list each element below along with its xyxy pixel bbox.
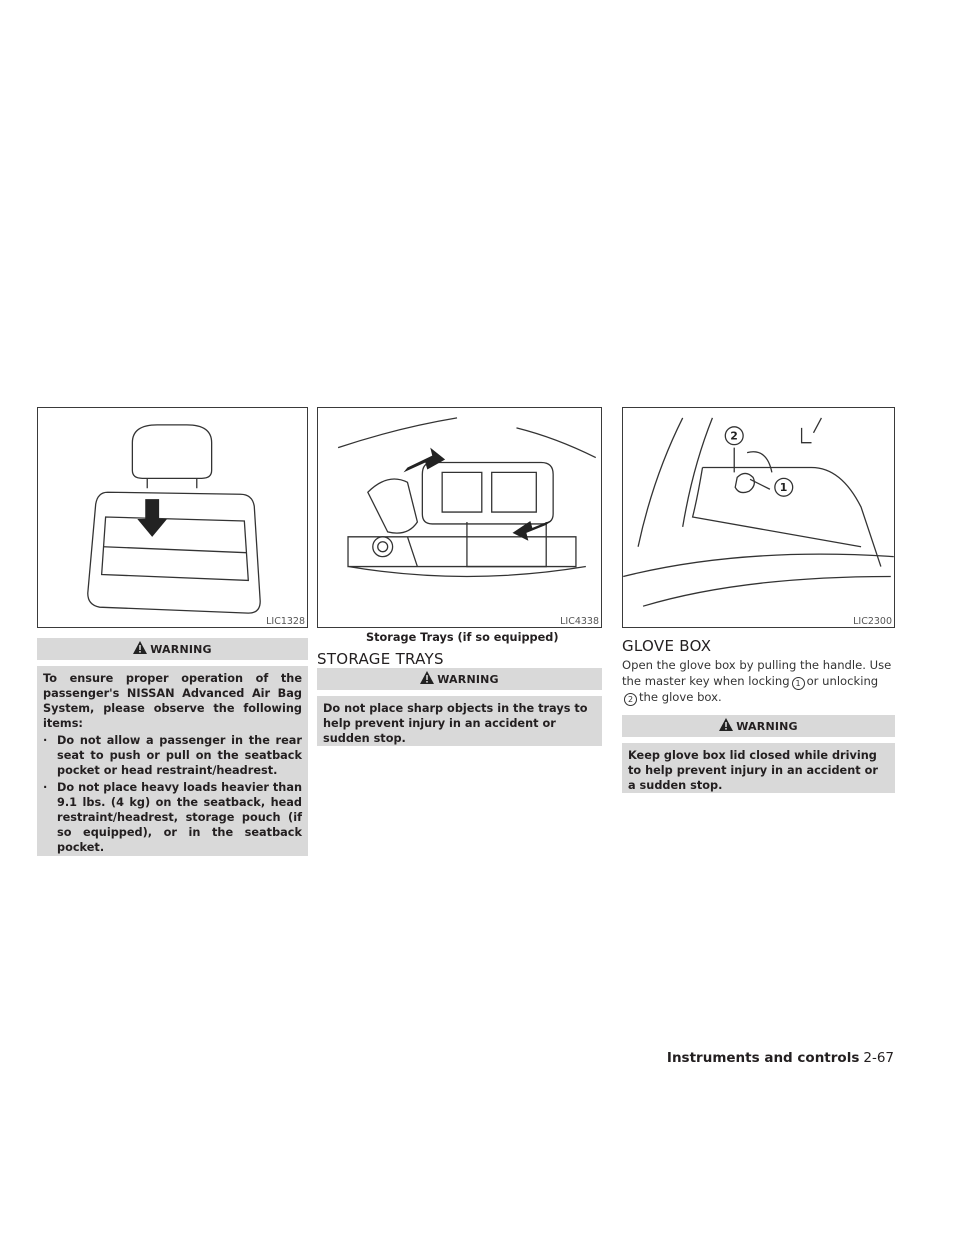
warning-triangle-icon bbox=[420, 671, 434, 687]
section-heading: GLOVE BOX bbox=[622, 637, 712, 655]
page-number: 2-67 bbox=[863, 1050, 894, 1066]
figure-storage-trays bbox=[317, 407, 602, 628]
marker-1: 1 bbox=[792, 677, 805, 690]
marker-2: 2 bbox=[624, 693, 637, 706]
warning-header bbox=[622, 715, 895, 737]
figure-seatback-pocket bbox=[37, 407, 308, 628]
warning-body bbox=[317, 696, 602, 746]
warning-label: WARNING bbox=[437, 672, 499, 686]
warning-text: Keep glove box lid closed while driving to help prevent injury in an accident or a sudden stop. bbox=[628, 749, 878, 792]
warning-body bbox=[37, 666, 308, 856]
section-heading: STORAGE TRAYS bbox=[317, 650, 444, 668]
warning-intro: To ensure proper operation of the passenger's NISSAN Advanced Air Bag System, please observe the following items: bbox=[43, 672, 302, 730]
list-item: · Do not allow a passenger in the rear seat to push or pull on the seatback pocket or head restraint/headrest. bbox=[43, 734, 302, 777]
figure-code: LIC4338 bbox=[560, 616, 599, 627]
warning-label: WARNING bbox=[150, 642, 212, 656]
warning-header bbox=[37, 638, 308, 660]
center-console-trays-illustration bbox=[318, 408, 601, 627]
warning-body bbox=[622, 743, 895, 793]
warning-label: WARNING bbox=[736, 719, 798, 733]
warning-text: Do not place sharp objects in the trays to help prevent injury in an accident or sudden stop. bbox=[323, 702, 588, 745]
glove-box-paragraph: Open the glove box by pulling the handle. Use the master key when locking 1 or unlocking2 the glove box. bbox=[622, 658, 892, 704]
glove-box-illustration bbox=[623, 408, 894, 627]
callout-1: 1 bbox=[779, 481, 788, 495]
list-item: · Do not place heavy loads heavier than 9.1 lbs. (4 kg) on the seatback, head restraint/headrest, storage pouch (if so equipped), or in the seatback pocket. bbox=[43, 781, 302, 854]
seatback-pocket-illustration bbox=[38, 408, 307, 627]
warning-triangle-icon bbox=[719, 718, 733, 734]
figure-caption: Storage Trays (if so equipped) bbox=[366, 631, 559, 644]
page-footer bbox=[667, 1050, 894, 1066]
warning-triangle-icon bbox=[133, 641, 147, 657]
arrow-icon bbox=[404, 448, 446, 473]
figure-glove-box bbox=[622, 407, 895, 628]
warning-header bbox=[317, 668, 602, 690]
figure-code: LIC2300 bbox=[853, 616, 892, 627]
footer-section: Instruments and controls bbox=[666, 1050, 860, 1066]
figure-code: LIC1328 bbox=[266, 616, 305, 627]
callout-2: 2 bbox=[730, 429, 738, 443]
